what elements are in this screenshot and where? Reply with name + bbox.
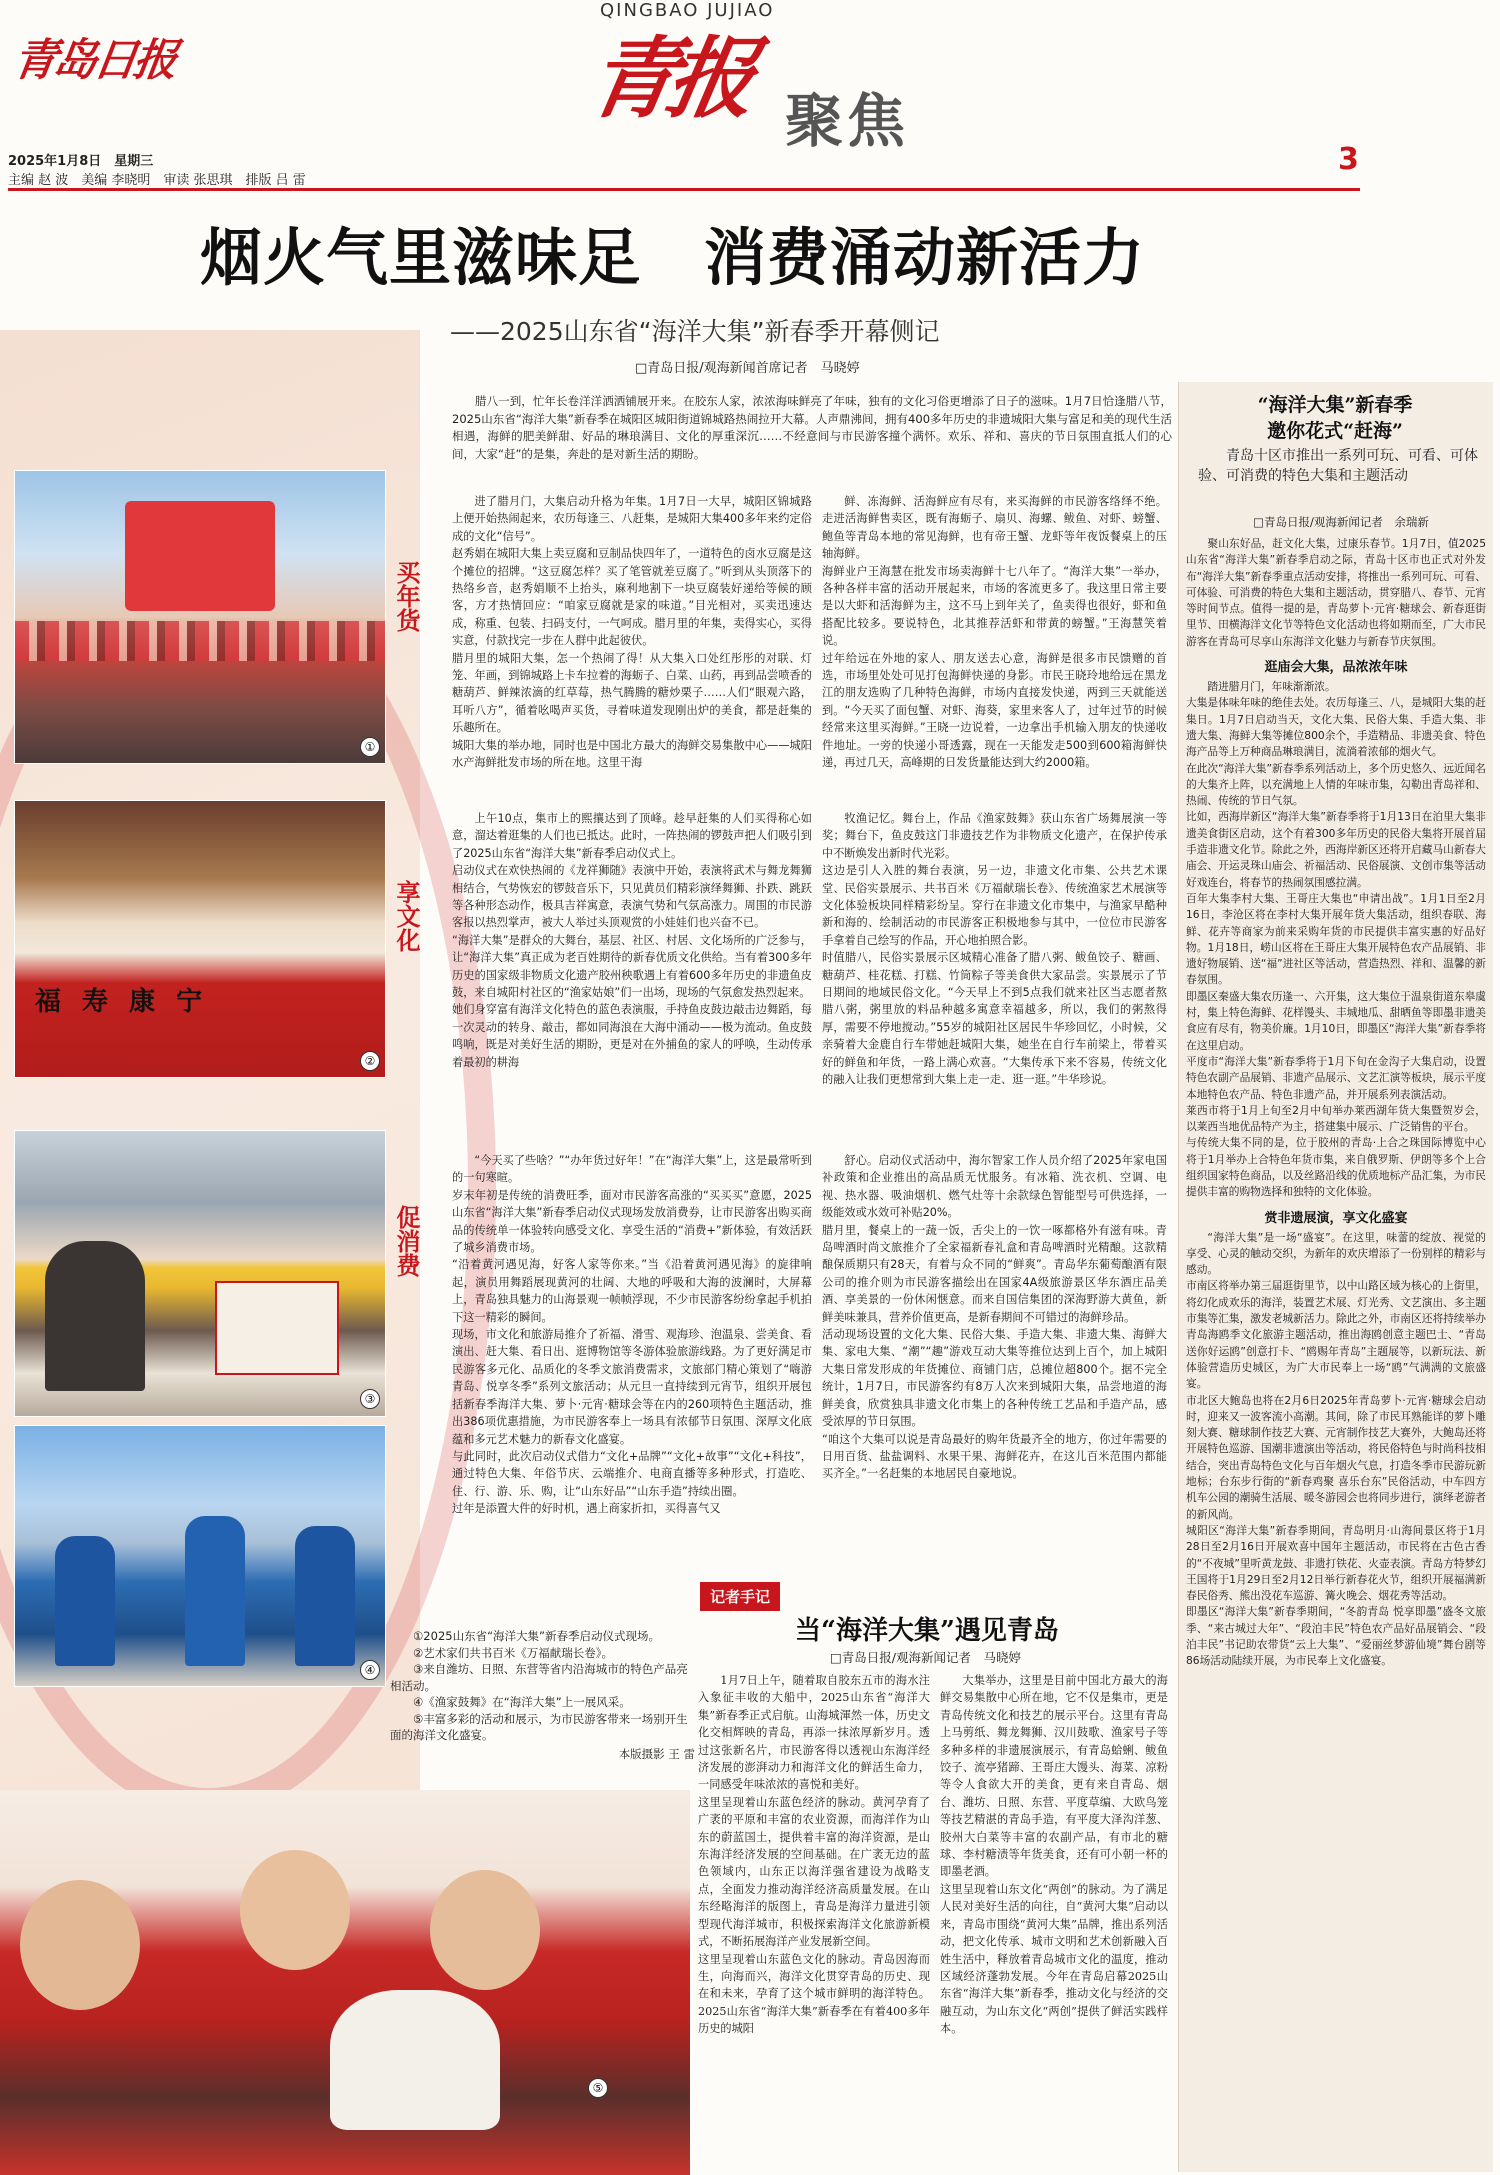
sidebar-section-2: “海洋大集”是一场“盛宴”。在这里，味蕾的绽放、视觉的享受、心灵的触动交织，为新年的欢庆增添了一份别样的精彩与感动。 市南区将举办第三届逛街里节，以中山路区域为核心的上街里，将幻化成欢乐的海洋，装置艺术展、灯光秀、文艺演出、多主题市集等汇集，激发老城新活力。除此之外，市南区还将持续举办青岛海鸥季文化旅游主题活动，推出海鸥创意主题巴士、“青岛送你好运鸥”创意打卡、“鸥赐年青岛”主题展等，以新玩法、新体验营造历史城区，为广大市民奉上一场“鸥”气满满的文旅盛宴。 市北区大鲍岛也将在2月6日2025年青岛萝卜·元宵·糖球会启动时，迎来又一波客流小高潮。其间，除了市民耳熟能详的萝卜雕刻大赛、糖球制作技艺大赛、元宵制作技艺大赛外，大鲍岛还将开展特色巡游、国潮非遗演出等活动，将民俗特色与时尚科技相结合，突出青岛特色文化与百年烟火气息，打造冬季市民游玩新地标；台东步行街的“新春鸡聚 喜乐台东”民俗活动，中车四方机车公园的潮骑生活展、暖冬游园会也将同步进行，演绎老游者的新风尚。 城阳区“海洋大集”新春季期间，青岛明月·山海间景区将于1月28日至2月16日开展欢喜中国年主题活动，市民将在古色古香的“不夜城”里听黄龙鼓、非遗打铁花、火壶表演。青岛方特梦幻王国将于1月29日至2月12日举行新春花火节，组织开展福满新春民俗秀、熊出没花车巡游、篝火晚会、烟花秀等活动。 即墨区“海洋大集”新春季期间，“冬韵青岛 悦享即墨”盛冬文旅季、“来古城过大年”、“段泊丰民”特色农产品好品展销会、“段泊丰民”书记助农带货“云上大集”、“爱丽丝梦游仙境”舞台剧等86场活动陆续开展，为市民奉上文化盛宴。 [1186, 1230, 1486, 1668]
paper-name-logo: 青岛日报 [9, 35, 177, 86]
photo-number-5: ⑤ [588, 2078, 608, 2098]
headline-subtitle: ——2025山东省“海洋大集”新春季开幕侧记 [450, 317, 940, 346]
photo-number-1: ① [360, 737, 380, 757]
body-section1-col-a: 进了腊月门，大集启动升格为年集。1月7日一大早，城阳区锦城路上便开始热闹起来，农历每逢三、八赶集，是城阳大集400多年来约定俗成的文化“信号”。 赵秀娟在城阳大集上卖豆腐和豆制品快四年了，一道特色的卤水豆腐是这个摊位的招牌。“这豆腐怎样？买了笔管就差豆腐了。”听到从头顶落下的热络乡音，赵秀娟顺不上抬头，麻利地割下一块豆腐装好递给等候的顾客，方才热情回应：“咱家豆腐就是家的味道。”目光相对，买卖迅速达成，称重、包装、扫码支付，一气呵成。腊月里的年集，卖得实心，买得实意，付款找完一步在人群中此起彼伏。 腊月里的城阳大集，怎一个热闹了得！从大集入口处红彤彤的对联、灯笼、年画，到锦城路上卡车拉着的海蛎子、白菜、山药，再到品尝喷香的糖葫芦、鲜辣浓滴的红草莓，热气腾腾的糖炒栗子……人们“眼观六路，耳听八方”，循着吆喝声买货，寻着味道发现刚出炉的美食，都是赶集的乐趣所在。 城阳大集的举办地，同时也是中国北方最大的海鲜交易集散中心——城阳水产海鲜批发市场的所在地。这里干海 [452, 495, 812, 770]
photo-5-folk-performers [0, 1790, 690, 2175]
notes-byline: □青岛日报/观海新闻记者 马晓婷 [830, 1650, 1022, 1665]
photo-4-fish-drum-dance [14, 1425, 386, 1687]
photo-1-opening-ceremony [14, 470, 386, 764]
lead-paragraph: 腊八一到，忙年长卷洋洋洒洒铺展开来。在胶东人家，浓浓海味鲜亮了年味，独有的文化习俗更增添了日子的滋味。1月7日恰逢腊八节，2025山东省“海洋大集”新春季在城阳区城阳街道锦城路热闹拉开大幕。人声鼎沸间，拥有400多年历史的非遗城阳大集与富足和美的现代生活相遇，海鲜的肥美鲜甜、好品的琳琅满目、文化的厚重深沉……不经意间与市民游客撞个满怀。欢乐、祥和、喜庆的节日氛围直抵人们的心间，大家“赶”的是集，奔赴的是对新生活的期盼。 [452, 394, 1172, 461]
photo-2-calligraphy-scroll: 福 寿 康 宁 ② [14, 800, 386, 1078]
notes-col-a: 1月7日上午，随着取自胶东五市的海水注入象征丰收的大船中，2025山东省“海洋大集”新春季正式启航。山海城渾然一体，历史文化交相辉映的青岛，再添一抹浓厚新岁月。透过这张新名片，市民游客得以透视山东海洋经济发展的澎湃动力和海洋文化的鲜活生命力，一同感受年味浓浓的喜悦和美好。 这里呈现着山东蓝色经济的脉动。黄河孕育了广袤的平原和丰富的农业资源，而海洋作为山东的蔚蓝国土，提供着丰富的海洋资源，是山东海洋经济发展的空间基础。在广袤无边的蓝色领域内，山东正以海洋强省建设为战略支点，全面发力推动海洋经济高质量发展。在山东经略海洋的版图上，青岛是海洋力量进引领型现代海洋城市，积极探索海洋文化旅游新模式，不断拓展海洋产业发展新空间。 这里呈现着山东蓝色文化的脉动。青岛因海而生，向海而兴，海洋文化贯穿青岛的历史、现在和未来，孕育了这个城市鲜明的海洋特色。2025山东省“海洋大集”新春季在有着400多年历史的城阳 [698, 1674, 930, 2036]
caption-line-1: ①2025山东省“海洋大集”新春季启动仪式现场。 [413, 1629, 660, 1643]
photo-number-4: ④ [360, 1660, 380, 1680]
photo-number-3: ③ [360, 1389, 380, 1409]
caption-line-4: ④《渔家鼓舞》在“海洋大集”上一展风采。 [413, 1695, 631, 1709]
section-label-buy: 买年货 [392, 560, 421, 632]
page-number: 3 [1338, 142, 1359, 177]
main-headline: 烟火气里滋味足 消费涌动新活力 [200, 221, 1146, 294]
sidebar-title-1: “海洋大集”新春季 [1257, 394, 1413, 416]
caption-line-3: ③来自潍坊、日照、东营等省内沿海城市的特色产品亮相活动。 [390, 1662, 688, 1693]
sidebar-title-2: 邀你花式“赶海” [1267, 420, 1403, 442]
body-section3-col-a: “今天买了些啥？”“办年货过好年！”在“海洋大集”上，这是最常听到的一句寒暄。 岁末年初是传统的消费旺季，面对市民游客高涨的“买买买”意愿，2025山东省“海洋大集”新春季启动仪式现场发放消费券，让市民游客出购买商品的传统单一体验转向感受文化、享受生活的“消费+”新体验，有效活跃了城乡消费市场。 “沿着黄河遇见海，好客人家等你来。”当《沿着黄河遇见海》的旋律响起，演员用舞蹈展现黄河的壮阔、大地的呼吸和大海的波澜时，大屏幕上，青岛独具魅力的山海景观一帧帧浮现，不少市民游客纷纷拿起手机拍下这一精彩的瞬间。 现场，市文化和旅游局推介了祈福、滑雪、观海珍、泡温泉、尝美食、看演出、赶大集、看日出、逛博物馆等冬游体验旅游线路。为了更好满足市民游客多元化、品质化的冬季文旅消费需求，文旅部门精心策划了“嗨游青岛、悦享冬季”系列文旅活动；从元旦一直持续到元宵节，组织开展包括新春季海洋大集、萝卜·元宵·糖球会等在内的260项特色主题活动，推出386项优惠措施，为市民游客奉上一场具有浓郁节日氛围、深厚文化底蕴和多元艺术魅力的新春文化盛宴。 与此同时，此次启动仪式借力“文化+品牌”“文化+故事”“文化+科技”，通过特色大集、年俗节庆、云端推介、电商直播等多种形式，打造吃、住、行、游、乐、购，让“山东好品”“山东手造”持续出圈。 过年是添置大件的好时机，遇上商家折扣，买得喜气又 [452, 1154, 812, 1516]
sidebar-body [1186, 536, 1486, 2168]
section-label-culture: 享文化 [392, 880, 421, 952]
sidebar-subhead-1: 逛庙会大集，品浓浓年味 [1264, 660, 1408, 676]
photo-number-2: ② [360, 1051, 380, 1071]
sidebar-deck: 青岛十区市推出一系列可玩、可看、可体验、可消费的特色大集和主题活动 [1198, 448, 1478, 484]
photo-3-product-showcase [14, 1130, 386, 1417]
body-section1-col-b: 鲜、冻海鲜、活海鲜应有尽有，来买海鲜的市民游客络绎不绝。走进活海鲜售卖区，既有海蛎子、扇贝、海螺、鲅鱼、对虾、螃蟹、鲍鱼等青岛本地的常见海鲜，也有帝王蟹、龙虾等年夜饭餐桌上的压轴海鲜。 海鲜业户王海慧在批发市场卖海鲜十七八年了。“海洋大集”一举办，各种各样丰富的活动开展起来，市场的客流更多了。我这里日常主要是以大虾和活海鲜为主，这不马上到年关了，鱼卖得也很好，虾和鱼搭配比较多。要说特色，北其推荐活虾和带黄的螃蟹。”王海慧笑着说。 过年给远在外地的家人、朋友送去心意，海鲜是很多市民馈赠的首选，市场里处处可见打包海鲜快递的身影。市民王晓玲地给远在黑龙江的朋友选购了几种特色海鲜，市场内直接发快递，两到三天就能送到。“今天买了面包蟹、对虾、海葵，家里来客人了，过年过节的时候经常来这里买海鲜。”王晓一边说着，一边拿出手机输入朋友的快递收件地址。一旁的快递小哥透露，现在一天能发走500到600箱海鲜快递，再过几天，高峰期的日发货量能达到大约2000箱。 [822, 495, 1167, 770]
section-label-consume: 促消费 [392, 1205, 421, 1277]
caption-line-2: ②艺术家们共书百米《万福献瑞长卷》。 [413, 1645, 614, 1660]
photo-captions [390, 1628, 695, 1762]
caption-line-5: ⑤丰富多彩的活动和展示，为市民游客带来一场别开生面的海洋文化盛宴。 [390, 1711, 688, 1742]
masthead-pinyin: QINGBAO JUJIAO [600, 0, 775, 21]
column-logo-small: 聚焦 [785, 87, 910, 155]
body-section2-col-b: 牧渔记忆。舞台上，作品《渔家鼓舞》获山东省广场舞展演一等奖；舞台下，鱼皮鼓这门非遗技艺作为非物质文化遗产，在保护传承中不断焕发出新时代光彩。 这边是引人入胜的舞台表演，另一边，非遗文化市集、公共艺术课堂、民俗实景展示、共书百米《万福献瑞长卷》、传统渔家艺术展演等文化体验板块同样精彩纷呈。穿行在非遗文化市集中，与渔家早酷种新和海的、绘制活动的市民游客正积极地参与其中，一位位市民游客手拿着自己绘写的作品，开心地拍照合影。 时值腊八，民俗实景展示区城精心准备了腊八粥、鲅鱼饺子、糖画、糖葫芦、桂花糕、打糕、竹筒粽子等美食供大家品尝。实景展示了节日期间的地域民俗文化。“今天早上不到5点我们就来社区当志愿者熬腊八粥，粥里放的料品种越多寓意幸福越多，所以，我们的粥熬得厚，需要不停地搅动。”55岁的城阳社区居民牛华珍回忆，小时候，父亲骑着大金鹿自行车带她赶城阳大集，她坐在自行车前梁上，带着买好的鲜鱼和年货，一路上满心欢喜。“大集传承下来不容易，传统文化的融入让我们更想常到大集上走一走、逛一逛。”牛华珍说。 [822, 812, 1167, 1087]
body-section2-col-a: 上午10点，集市上的熙攘达到了顶峰。趁早赶集的人们买得称心如意，溜达着逛集的人们也已抵达。此时，一阵热闹的锣鼓声把人们吸引到了2025山东省“海洋大集”新春季启动仪式上。 启动仪式在欢快热闹的《龙祥狮随》表演中开始，表演将武术与舞龙舞狮相结合，气势恢宏的锣鼓音乐下，只见黄员们精彩演绎舞狮、扑跌、跳跃等各种形态动作，极具吉祥寓意，表演气势和气氛高涨力。周围的市民游客报以热烈掌声，被大人举过头顶观赏的小娃娃们也兴奋不已。 “海洋大集”是群众的大舞台，基层、社区、村居、文化场所的广泛参与，让“海洋大集”真正成为老百姓期待的新春优质文化供给。当有着300多年历史的国家级非物质文化遗产胶州秧歌遇上有着600多年历史的非遗鱼皮鼓，来自城阳村社区的“渔家姑娘”们一出场，现场的气氛愈发热烈起来。 她们身穿富有海洋文化特色的蓝色表演服，手持鱼皮鼓边敲击边舞蹈，每一次灵动的转身、敲击，都如同海浪在大海中涌动——极为流动。鱼皮鼓鸣响，既是对美好生活的期盼，更是对在外捕鱼的家人的呼唤，生动传承着最初的耕海 [452, 812, 812, 1069]
notes-tag: 记者手记 [700, 1582, 780, 1611]
notes-col-b: 大集举办，这里是目前中国北方最大的海鲜交易集散中心所在地，它不仅是集市，更是青岛传统文化和技艺的展示平台。这里有青岛上马剪纸、舞龙舞狮、汉川鼓歌、渔家号子等多种多样的非遗展演展示，有青岛蛤蜊、鲅鱼饺子、流亭猪蹄、王哥庄大馒头、海菜、凉粉等令人食欲大开的美食，更有来自青岛、烟台、潍坊、日照、东营、平度草编、大欧鸟笼等技艺精湛的青岛手造，有平度大泽沟洋葱、胶州大白菜等丰富的农副产品，有市北的糖球、李村糖渍等年货美食，还有可小朝一杯的即墨老酒。 这里呈现着山东文化“两创”的脉动。为了满足人民对美好生活的向往，自“黄河大集”启动以来，青岛市围绕“黄河大集”品牌，推出系列活动，把文化传承、城市文明和艺术创新融入百姓生活中，释放着青岛城市文化的温度，推动区域经济蓬勃发展。今年在青岛启幕2025山东省“海洋大集”新春季，推动文化与经济的交融互动，为山东文化“两创”提供了鲜活实践样本。 [940, 1674, 1168, 2036]
headline-byline: □青岛日报/观海新闻首席记者 马晓婷 [635, 361, 860, 376]
header-rule [8, 188, 1360, 191]
column-logo-big: 青报 [580, 26, 756, 130]
sidebar-intro: 聚山东好品，赶文化大集，过康乐春节。1月7日，值2025山东省“海洋大集”新春季启动之际，青岛十区市也正式对外发布“海洋大集”新春季重点活动安排，将推出一系列可玩、可看、可体验、可消费的特色大集和主题活动，贯穿腊八、春节、元宵等时间节点。值得一提的是，青岛萝卜·元宵·糖球会、新春逛街里节、田横海洋文化节等特色文化活动也将如期而至，广大市民游客在青岛可尽享山东海洋文化魅力与新春节庆氛围。 [1186, 537, 1486, 648]
sidebar-section-1: 踏进腊月门，年味渐渐浓。 大集是体味年味的绝佳去处。农历每逢三、八，是城阳大集的赶集日。1月7日启动当天，文化大集、民俗大集、手造大集、非遗大集、海鲜大集等摊位800余个，手造精品、非遗美食、特色海产品等上万种商品琳琅满目，流淌着浓郁的烟火气。 在此次“海洋大集”新春季系列活动上，多个历史悠久、远近闻名的大集齐上阵，以充满地上人情的年味市集，勾勒出青岛祥和、热闹、传统的节日气氛。 比如，西海岸新区“海洋大集”新春季将于1月13日在泊里大集非遗美食街区启动，这个有着300多年历史的民俗大集将开展首届手造非遗文化节。除此之外，西海岸新区还将开启藏马山新春大庙会、开运灵珠山庙会、祈福活动、民俗展演、文创市集等活动好戏连台，将春节的热闹氛围感拉满。 百年大集李村大集、王哥庄大集也“申请出战”。1月1日至2月16日，李沧区将在李村大集开展年货大集活动，组织春联、海鲜、花卉等商家为前来采购年货的市民提供丰富实惠的好品好物。1月18日，崂山区将在王哥庄大集开展特色农产品展销、非遗好物展销、送“福”进社区等活动，营造热烈、祥和、温馨的新春氛围。 即墨区秦盛大集农历逢一、六开集，这大集位于温泉街道东皋虞村，集上特色海鲜、花样馒头、丰城地瓜、甜晒鱼等即墨非遗美食应有尽有，物美价廉。1月10日，即墨区“海洋大集”新春季将在这里启动。 平度市“海洋大集”新春季将于1月下旬在金沟子大集启动，设置特色农副产品展销、非遗产品展示、文艺汇演等板块，展示平度本地特色农产品、特色非遗产品，并开展系列表演活动。 莱西市将于1月上旬至2月中旬举办莱西湖年货大集暨贺岁会，以莱西当地优品特产为主，搭建集中展示、广泛销售的平台。 与传统大集不同的是，位于胶州的青岛·上合之珠国际博览中心将于1月举办上合特色年货市集，来自俄罗斯、伊朗等多个上合组织国家特色商品，以及丝路沿线的优质地标产品汇集，为市民提供丰富的购物选择和独特的文化体验。 [1186, 680, 1486, 1199]
issue-date: 2025年1月8日 星期三 [8, 154, 154, 169]
sidebar-byline: □青岛日报/观海新闻记者 余瑞新 [1253, 515, 1429, 529]
sidebar-subhead-2: 赏非遗展演，享文化盛宴 [1264, 1210, 1408, 1226]
notes-title: 当“海洋大集”遇见青岛 [795, 1616, 1059, 1646]
photo-credit: 本版摄影 王 雷 [618, 1746, 695, 1761]
editors-line: 主编 赵 波 美编 李晓明 审读 张思琪 排版 吕 雷 [8, 173, 306, 188]
body-section3-col-b: 舒心。启动仪式活动中，海尔智家工作人员介绍了2025年家电国补政策和企业推出的高品质无忧服务。有冰箱、洗衣机、空调、电视、热水器、吸油烟机、燃气灶等十余款绿色智能型号可供选择，一级能效或水效可补贴20%。 腊月里，餐桌上的一蔬一饭，舌尖上的一饮一啄都格外有滋有味。青岛啤酒时尚文旅推介了全家福新春礼盒和青岛啤酒时光精酿。这款精酿保质期只有28天，有着与众不同的“鲜爽”。青岛华东葡萄酿酒有限公司的推介则为市民游客描绘出在国家4A级旅游景区华东酒庄品美酒、享美景的一份休闲惬意。而来自国信集团的深海野游大黄鱼，新鲜美味兼具，营养价值更高，是新春期间不可错过的海鲜珍品。 活动现场设置的文化大集、民俗大集、手造大集、非遗大集、海鲜大集、家电大集、“潮”“趣”游戏互动大集等推位达到上百个，加上城阳大集日常发形成的年货摊位、商铺门店，总摊位超800个。据不完全统计，1月7日，市民游客约有8万人次来到城阳大集，品尝地道的海鲜美食，欣赏独具非遗文化市集上的各种传统工艺品和手造产品，感受浓厚的节日氛围。 “咱这个大集可以说是青岛最好的购年货最齐全的地方，你过年需要的日用百货、盐盐调料、水果干果、海鲜花卉，在这儿百米范围内都能买齐全。”一名赶集的本地居民自豪地说。 [822, 1154, 1167, 1481]
